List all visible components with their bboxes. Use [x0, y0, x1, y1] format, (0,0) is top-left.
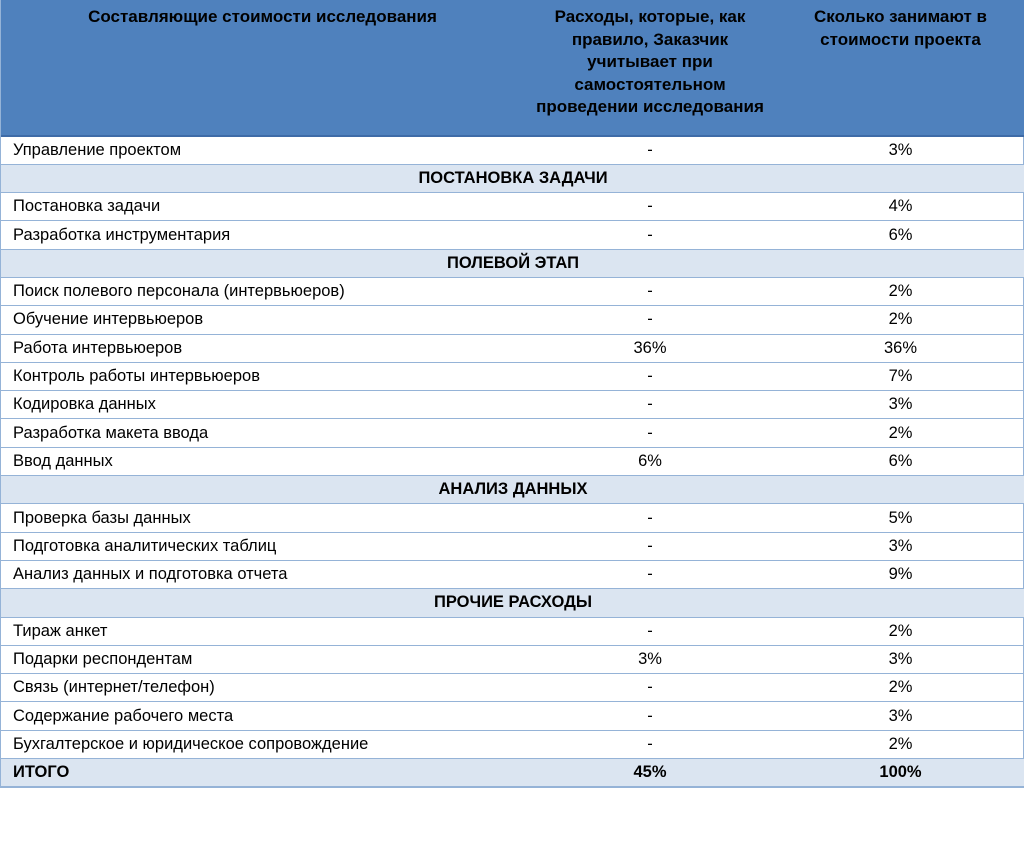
header-client-expenses: Расходы, которые, как правило, Заказчик учитывает при самостоятельном проведении исследования [524, 0, 776, 136]
table-row [1, 193, 1024, 221]
client-expense-cell: - [524, 674, 776, 702]
cost-component-cell: Поиск полевого персонала (интервьюеров) [1, 277, 524, 305]
project-share-cell: 3% [776, 136, 1024, 164]
table-row [1, 702, 1024, 730]
cost-component-cell: Работа интервьюеров [1, 334, 524, 362]
project-share-cell: 2% [776, 674, 1024, 702]
section-row [1, 164, 1024, 192]
cost-component-cell: Обучение интервьюеров [1, 306, 524, 334]
client-expense-cell: - [524, 617, 776, 645]
total-row [1, 759, 1024, 787]
project-share-cell: 7% [776, 362, 1024, 390]
table-body [1, 136, 1024, 787]
project-share-cell: 36% [776, 334, 1024, 362]
table-row [1, 136, 1024, 164]
table-row [1, 645, 1024, 673]
project-share-cell: 2% [776, 730, 1024, 758]
table-row [1, 221, 1024, 249]
client-expense-cell: - [524, 221, 776, 249]
cost-component-cell: Тираж анкет [1, 617, 524, 645]
section-row [1, 589, 1024, 617]
section-title: ПОСТАНОВКА ЗАДАЧИ [1, 164, 1024, 192]
header-project-share: Сколько занимают в стоимости проекта [776, 0, 1024, 136]
client-expense-cell: - [524, 362, 776, 390]
table-row [1, 674, 1024, 702]
client-expense-cell: - [524, 504, 776, 532]
cost-component-cell: Анализ данных и подготовка отчета [1, 560, 524, 588]
client-expense-cell: - [524, 730, 776, 758]
project-share-cell: 3% [776, 645, 1024, 673]
section-title: ПОЛЕВОЙ ЭТАП [1, 249, 1024, 277]
cost-component-cell: Разработка инструментария [1, 221, 524, 249]
client-expense-cell: - [524, 391, 776, 419]
table-row [1, 560, 1024, 588]
project-share-cell: 3% [776, 532, 1024, 560]
table-row [1, 532, 1024, 560]
project-share-cell: 2% [776, 419, 1024, 447]
project-share-cell: 2% [776, 277, 1024, 305]
table-row [1, 362, 1024, 390]
section-row [1, 476, 1024, 504]
client-expense-cell: - [524, 532, 776, 560]
cost-component-cell: Контроль работы интервьюеров [1, 362, 524, 390]
cost-component-cell: Связь (интернет/телефон) [1, 674, 524, 702]
client-expense-cell: 3% [524, 645, 776, 673]
cost-component-cell: Управление проектом [1, 136, 524, 164]
project-share-cell: 3% [776, 391, 1024, 419]
total-project-share: 100% [776, 759, 1024, 787]
table-row [1, 730, 1024, 758]
table-row [1, 617, 1024, 645]
client-expense-cell: - [524, 136, 776, 164]
project-share-cell: 6% [776, 447, 1024, 475]
client-expense-cell: - [524, 702, 776, 730]
cost-component-cell: Ввод данных [1, 447, 524, 475]
client-expense-cell: - [524, 419, 776, 447]
client-expense-cell: - [524, 306, 776, 334]
table-header [1, 0, 1024, 136]
project-share-cell: 6% [776, 221, 1024, 249]
table-row [1, 306, 1024, 334]
header-row [1, 0, 1024, 136]
client-expense-cell: - [524, 277, 776, 305]
project-share-cell: 2% [776, 306, 1024, 334]
project-share-cell: 5% [776, 504, 1024, 532]
table-row [1, 419, 1024, 447]
section-title: АНАЛИЗ ДАННЫХ [1, 476, 1024, 504]
cost-component-cell: Разработка макета ввода [1, 419, 524, 447]
table-row [1, 504, 1024, 532]
total-client-expense: 45% [524, 759, 776, 787]
client-expense-cell: 36% [524, 334, 776, 362]
client-expense-cell: 6% [524, 447, 776, 475]
table-row [1, 334, 1024, 362]
client-expense-cell: - [524, 560, 776, 588]
header-cost-component: Составляющие стоимости исследования [1, 0, 524, 136]
cost-component-cell: Постановка задачи [1, 193, 524, 221]
table-row [1, 391, 1024, 419]
cost-component-cell: Проверка базы данных [1, 504, 524, 532]
cost-component-cell: Бухгалтерское и юридическое сопровождение [1, 730, 524, 758]
client-expense-cell: - [524, 193, 776, 221]
cost-component-cell: Подарки респондентам [1, 645, 524, 673]
project-share-cell: 4% [776, 193, 1024, 221]
cost-component-cell: Подготовка аналитических таблиц [1, 532, 524, 560]
cost-component-cell: Кодировка данных [1, 391, 524, 419]
section-title: ПРОЧИЕ РАСХОДЫ [1, 589, 1024, 617]
table-row [1, 277, 1024, 305]
project-share-cell: 9% [776, 560, 1024, 588]
cost-table [1, 0, 1024, 788]
table-row [1, 447, 1024, 475]
project-share-cell: 3% [776, 702, 1024, 730]
total-label: ИТОГО [1, 759, 524, 787]
section-row [1, 249, 1024, 277]
project-share-cell: 2% [776, 617, 1024, 645]
cost-component-cell: Содержание рабочего места [1, 702, 524, 730]
